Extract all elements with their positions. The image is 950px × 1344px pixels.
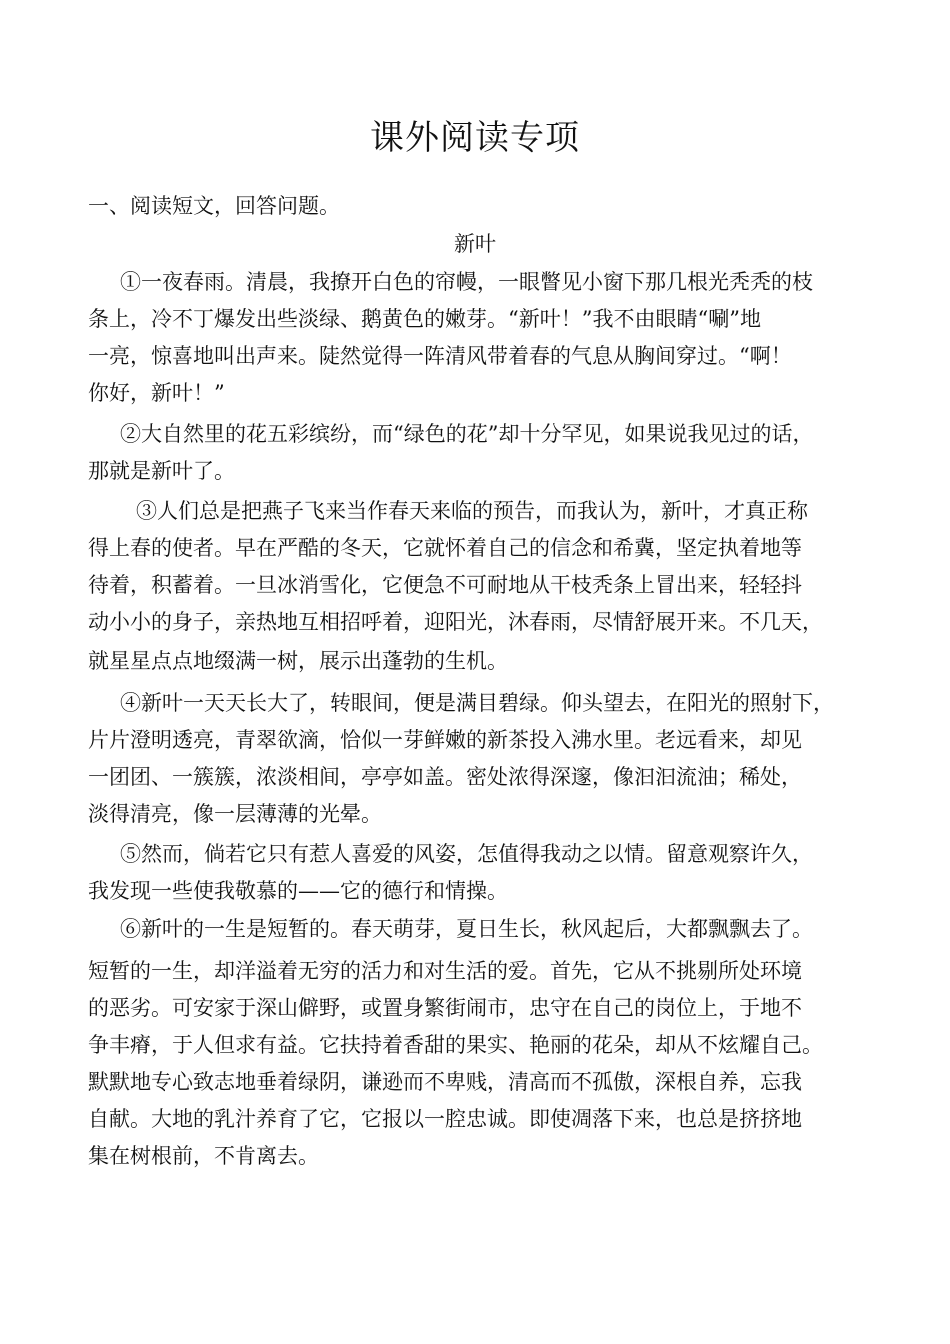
passage-line: 的恶劣。可安家于深山僻野，或置身繁街闹市，忠守在自己的岗位上，于地不 <box>88 996 802 1020</box>
passage-line: 淡得清亮，像一层薄薄的光晕。 <box>88 802 382 826</box>
passage-title: 新叶 <box>454 232 496 256</box>
passage-line: 短暂的一生，却洋溢着无穷的活力和对生活的爱。首先，它从不挑剔所处环境 <box>88 959 802 983</box>
passage-line: 你好，新叶！” <box>88 381 225 405</box>
passage-line: 就星星点点地缀满一树，展示出蓬勃的生机。 <box>88 649 508 673</box>
passage-line: 片片澄明透亮，青翠欲滴，恰似一芽鲜嫩的新茶投入沸水里。老远看来，却见 <box>88 728 802 752</box>
passage-line: ⑤然而，倘若它只有惹人喜爱的风姿，怎值得我动之以情。留意观察许久， <box>120 842 813 866</box>
passage-line: ③人们总是把燕子飞来当作春天来临的预告，而我认为，新叶，才真正称 <box>136 499 808 523</box>
passage-line: 待着，积蓄着。一旦冰消雪化，它便急不可耐地从干枝秃条上冒出来，轻轻抖 <box>88 573 802 597</box>
passage-line: ⑥新叶的一生是短暂的。春天萌芽，夏日生长，秋风起后，大都飘飘去了。 <box>120 917 813 941</box>
passage-line: 那就是新叶了。 <box>88 459 235 483</box>
page-title: 课外阅读专项 <box>370 118 580 158</box>
passage-line: 条上，冷不丁爆发出些淡绿、鹅黄色的嫩芽。“新叶！”我不由眼睛“唰”地 <box>88 307 761 331</box>
passage-line: 争丰瘠，于人但求有益。它扶持着香甜的果实、艳丽的花朵，却从不炫耀自己。 <box>88 1033 823 1057</box>
passage-line: 我发现一些使我敬慕的——它的德行和情操。 <box>88 879 508 903</box>
passage-line: 一团团、一簇簇，浓淡相间，亭亭如盖。密处浓得深邃，像汩汩流油；稀处， <box>88 765 802 789</box>
passage-line: ②大自然里的花五彩缤纷，而“绿色的花”却十分罕见，如果说我见过的话， <box>120 422 814 446</box>
passage-line: 默默地专心致志地垂着绿阴，谦逊而不卑贱，清高而不孤傲，深根自养，忘我 <box>88 1070 802 1094</box>
passage-line: 集在树根前，不肯离去。 <box>88 1144 319 1168</box>
passage-line: 自献。大地的乳汁养育了它，它报以一腔忠诚。即使凋落下来，也总是挤挤地 <box>88 1107 802 1131</box>
passage-line: ④新叶一天天长大了，转眼间，便是满目碧绿。仰头望去，在阳光的照射下， <box>120 691 834 715</box>
passage-line: 一亮，惊喜地叫出声来。陡然觉得一阵清风带着春的气息从胸间穿过。“啊！ <box>88 344 792 368</box>
passage-line: ①一夜春雨。清晨，我撩开白色的帘幔，一眼瞥见小窗下那几根光秃秃的枝 <box>120 270 813 294</box>
passage-line: 得上春的使者。早在严酷的冬天，它就怀着自己的信念和希冀，坚定执着地等 <box>88 536 802 560</box>
passage-line: 动小小的身子，亲热地互相招呼着，迎阳光，沐春雨，尽情舒展开来。不几天， <box>88 610 823 634</box>
question-prompt: 一、阅读短文，回答问题。 <box>88 194 340 218</box>
